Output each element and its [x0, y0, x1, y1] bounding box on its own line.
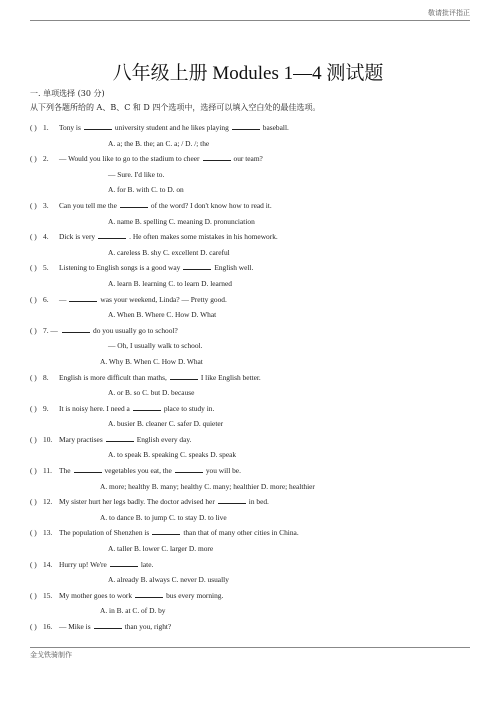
question-stem [59, 494, 269, 510]
question-row [0, 619, 496, 635]
options-row [0, 136, 496, 152]
options-row [0, 245, 496, 261]
question-row [0, 432, 496, 448]
options-row [0, 447, 496, 463]
page-title: 八年级上册 Modules 1—4 测试题 [112, 63, 384, 84]
stem-text: vegetables you eat, the [104, 466, 172, 476]
stem-text: baseball. [262, 123, 289, 132]
question-stem [59, 292, 227, 308]
question-number: 7. — [43, 325, 58, 335]
options-row [0, 276, 496, 292]
dialogue-row [0, 338, 496, 354]
stem-text: Can you tell me the [59, 200, 117, 210]
options-row [0, 572, 496, 588]
answer-options: A. or B. so C. but D. because [108, 388, 195, 398]
question-row [0, 463, 496, 479]
answer-blank [94, 621, 122, 629]
answer-options: A. taller B. lower C. larger D. more [108, 544, 214, 554]
options-row [0, 479, 496, 495]
question-number: 9. [43, 403, 49, 413]
stem-text: you will be. [205, 466, 241, 476]
question-row [0, 292, 496, 308]
question-stem [59, 557, 153, 573]
options-row [0, 214, 496, 230]
stem-text: in bed. [248, 497, 269, 507]
stem-text: My mother goes to work [59, 590, 133, 600]
stem-text: Mary practises [59, 434, 103, 444]
stem-text: than that of many other cities in China. [183, 528, 299, 538]
answer-paren: ( ) [30, 590, 37, 600]
stem-text: university student and he likes playing [114, 123, 229, 132]
options-row [0, 510, 496, 526]
answer-blank [232, 122, 260, 130]
dialogue-row [0, 167, 496, 183]
options-row [0, 354, 496, 370]
answer-paren: ( ) [30, 497, 37, 507]
answer-blank [106, 434, 134, 442]
question-number: 12. [43, 497, 53, 507]
answer-options: A. learn B. learning C. to learn D. learned [108, 278, 232, 288]
question-number: 4. [43, 232, 49, 242]
answer-blank [135, 590, 163, 598]
answer-blank [133, 403, 161, 411]
stem-text: My sister hurt her legs badly. The doctor advised her [59, 497, 215, 507]
answer-paren: ( ) [30, 403, 37, 413]
answer-paren: ( ) [30, 622, 37, 631]
dialogue-reply: — Oh, I usually walk to school. [108, 341, 203, 351]
stem-text: The [59, 466, 71, 476]
answer-options: A. to speak B. speaking C. speaks D. speak [108, 450, 237, 460]
options-row [0, 603, 496, 619]
answer-blank [74, 465, 102, 473]
stem-text: English well. [214, 263, 254, 273]
answer-blank [84, 122, 112, 130]
answer-blank [175, 465, 203, 473]
answer-blank [62, 325, 90, 333]
question-row [0, 494, 496, 510]
question-stem [59, 370, 261, 386]
answer-paren: ( ) [30, 154, 37, 164]
question-number: 11. [43, 466, 52, 476]
stem-text: bus every morning. [166, 590, 224, 600]
question-stem [59, 198, 272, 214]
options-row [0, 307, 496, 323]
stem-text: I like English better. [200, 372, 261, 382]
question-number: 6. [43, 294, 49, 304]
question-row [0, 120, 496, 136]
answer-paren: ( ) [30, 294, 37, 304]
stem-text: do you usually go to school? [93, 325, 178, 335]
question-stem [59, 432, 191, 448]
stem-text: our team? [233, 154, 263, 164]
question-row [0, 151, 496, 167]
stem-text: — [59, 294, 67, 304]
question-row [0, 370, 496, 386]
question-row [0, 229, 496, 245]
stem-text: The population of Shenzhen is [59, 528, 150, 538]
footer-rule [30, 647, 470, 648]
stem-text: was your weekend, Linda? — Pretty good. [100, 294, 227, 304]
stem-text: place to study in. [163, 403, 215, 413]
answer-blank [69, 294, 97, 302]
answer-blank [98, 231, 126, 239]
page-footer: 金戈铁骑制作 [30, 651, 72, 659]
question-row [0, 323, 496, 339]
answer-options: A. already B. always C. never D. usually [108, 575, 229, 585]
question-number: 3. [43, 200, 49, 210]
stem-text: English every day. [136, 434, 192, 444]
answer-blank [120, 200, 148, 208]
stem-text: late. [140, 559, 154, 569]
answer-blank [152, 527, 180, 535]
answer-blank [218, 496, 246, 504]
options-row [0, 182, 496, 198]
stem-text: Hurry up! We're [59, 559, 107, 569]
answer-options: A. When B. Where C. How D. What [108, 310, 217, 320]
page-header: 敬请批评指正 [428, 9, 470, 17]
answer-options: A. a; the B. the; an C. a; / D. /; the [108, 138, 210, 148]
instruction-text: 从下列各题所给的 A、B、C 和 D 四个选项中，选择可以填入空白处的最佳选项。 [30, 103, 321, 112]
answer-paren: ( ) [30, 232, 37, 242]
question-row [0, 198, 496, 214]
answer-options: A. Why B. When C. How D. What [100, 356, 203, 366]
answer-options: A. careless B. shy C. excellent D. careful [108, 247, 230, 257]
section-heading: 一. 单项选择 (30 分) [30, 89, 105, 98]
question-number: 16. [43, 622, 53, 631]
question-stem [59, 229, 278, 245]
question-stem [59, 151, 263, 167]
question-stem [59, 401, 214, 417]
answer-options: A. more; healthy B. many; healthy C. many; healthier D. more; healthier [100, 481, 315, 491]
question-stem [59, 463, 241, 479]
stem-text: than you, right? [124, 622, 172, 631]
question-stem [59, 588, 223, 604]
answer-paren: ( ) [30, 123, 37, 132]
options-row [0, 385, 496, 401]
question-list [0, 120, 496, 635]
question-number: 10. [43, 434, 53, 444]
answer-paren: ( ) [30, 559, 37, 569]
header-rule [30, 20, 470, 21]
answer-paren: ( ) [30, 325, 37, 335]
question-number: 15. [43, 590, 53, 600]
question-number: 13. [43, 528, 53, 538]
question-number: 2. [43, 154, 49, 164]
question-number: 1. [43, 123, 49, 132]
question-row [0, 401, 496, 417]
answer-options: A. busier B. cleaner C. safer D. quieter [108, 419, 224, 429]
question-number: 5. [43, 263, 49, 273]
answer-blank [170, 372, 198, 380]
answer-paren: ( ) [30, 466, 37, 476]
stem-text: — Would you like to go to the stadium to cheer [59, 154, 200, 164]
stem-text: of the word? I don't know how to read it. [150, 200, 272, 210]
stem-text: English is more difficult than maths, [59, 372, 167, 382]
stem-text: Tony is [59, 123, 81, 132]
dialogue-reply: — Sure. I'd like to. [108, 169, 165, 179]
question-number: 14. [43, 559, 53, 569]
question-row [0, 588, 496, 604]
answer-options: A. to dance B. to jump C. to stay D. to live [100, 512, 227, 522]
answer-blank [110, 559, 138, 567]
answer-blank [203, 153, 231, 161]
stem-text: Listening to English songs is a good way [59, 263, 181, 273]
stem-text: — Mike is [59, 622, 91, 631]
answer-options: A. in B. at C. of D. by [100, 606, 166, 616]
question-stem [59, 619, 171, 635]
question-stem [59, 120, 289, 136]
question-stem [59, 260, 253, 276]
question-number: 8. [43, 372, 49, 382]
question-row [0, 260, 496, 276]
stem-text: Dick is very [59, 232, 96, 242]
stem-text: . He often makes some mistakes in his homework. [129, 232, 278, 242]
answer-paren: ( ) [30, 528, 37, 538]
answer-options: A. name B. spelling C. meaning D. pronunciation [108, 216, 255, 226]
stem-text: It is noisy here. I need a [59, 403, 130, 413]
answer-paren: ( ) [30, 200, 37, 210]
question-stem [59, 525, 299, 541]
question-row [0, 525, 496, 541]
answer-options: A. for B. with C. to D. on [108, 185, 184, 195]
answer-blank [183, 262, 211, 270]
answer-paren: ( ) [30, 434, 37, 444]
question-row [0, 557, 496, 573]
options-row [0, 541, 496, 557]
question-stem [59, 323, 178, 339]
answer-paren: ( ) [30, 372, 37, 382]
answer-paren: ( ) [30, 263, 37, 273]
options-row [0, 416, 496, 432]
